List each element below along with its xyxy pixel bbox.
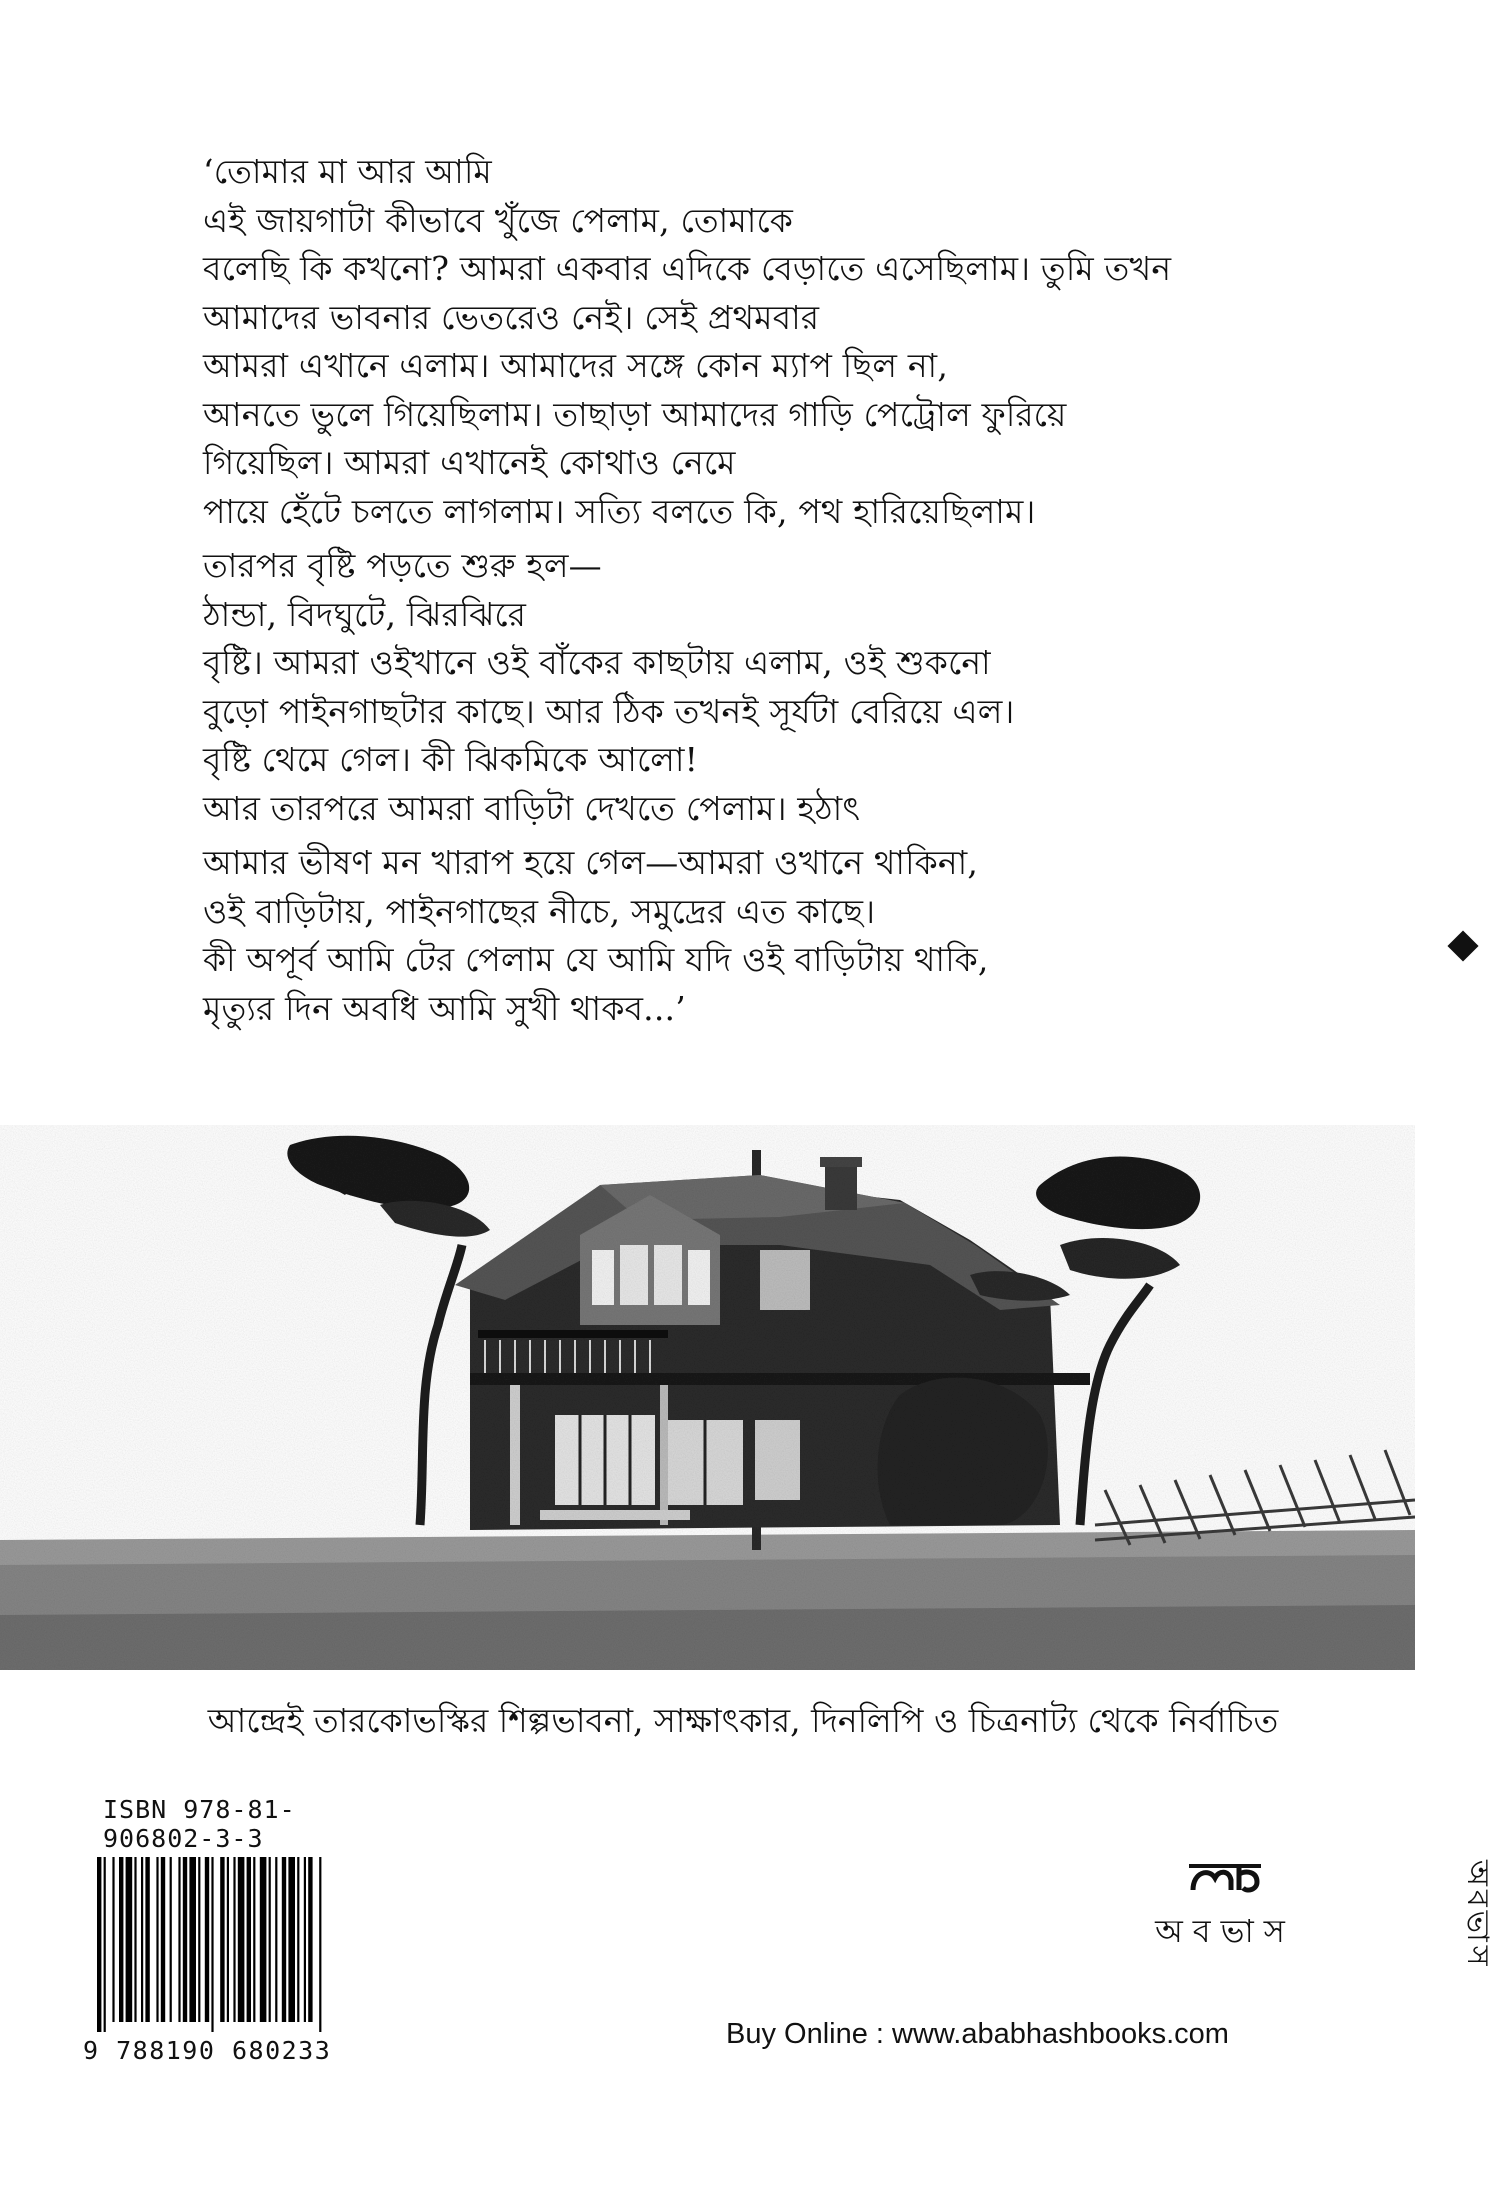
poem-stanza-2	[203, 542, 1203, 833]
poem-line: আনতে ভুলে গিয়েছিলাম। তাছাড়া আমাদের গাড়ি পেট্রোল ফুরিয়ে	[203, 394, 1067, 434]
poem-line: বৃষ্টি। আমরা ওইখানে ওই বাঁকের কাছটায় এলাম, ওই শুকনো	[203, 643, 991, 682]
poem-line: আর তারপরে আমরা বাড়িটা দেখতে পেলাম। হঠাৎ	[203, 788, 861, 828]
poem-line: ওই বাড়িটায়, পাইনগাছের নীচে, সমুদ্রের এত কাছে।	[203, 891, 876, 931]
poem-line: গিয়েছিল। আমরা এখানেই কোথাও নেমে	[203, 443, 736, 482]
poem-stanza-1	[203, 148, 1203, 536]
poem	[203, 148, 1203, 1039]
poem-line: বৃষ্টি থেমে গেল। কী ঝিকমিকে আলো!	[203, 740, 699, 779]
house-photo	[0, 1125, 1415, 1670]
poem-line: মৃত্যুর দিন অবধি আমি সুখী থাকব...’	[203, 988, 686, 1028]
poem-line: এই জায়গাটা কীভাবে খুঁজে পেলাম, তোমাকে	[203, 200, 794, 240]
poem-line: ‘তোমার মা আর আমি	[203, 152, 492, 191]
publisher-logo-icon	[1185, 1860, 1265, 1900]
poem-line: আমাদের ভাবনার ভেতরেও নেই। সেই প্রথমবার	[203, 297, 820, 337]
publisher-name: অবভাস	[1155, 1912, 1295, 1950]
poem-stanza-3	[203, 839, 1203, 1033]
diamond-ornament-icon	[1447, 930, 1478, 961]
poem-line: কী অপূর্ব আমি টের পেলাম যে আমি যদি ওই বাড়িটায় থাকি,	[203, 940, 989, 979]
poem-line: পায়ে হেঁটে চলতে লাগলাম। সত্যি বলতে কি, পথ হারিয়েছিলাম।	[203, 491, 1036, 531]
barcode-block	[83, 1795, 395, 2065]
barcode-digits: 9 788190 680233	[83, 2036, 332, 2065]
barcode-icon	[95, 1857, 395, 2032]
publisher-block	[1140, 1860, 1310, 1960]
poem-line: আমরা এখানে এলাম। আমাদের সঙ্গে কোন ম্যাপ ছিল না,	[203, 346, 949, 385]
poem-line: ঠান্ডা, বিদঘুটে, ঝিরঝিরে	[203, 594, 527, 634]
book-caption: আন্দ্রেই তারকোভস্কির শিল্পভাবনা, সাক্ষাৎকার, দিনলিপি ও চিত্রনাট্য থেকে নির্বাচিত	[207, 1701, 1279, 1740]
isbn-text: ISBN 978-81-906802-3-3	[103, 1795, 296, 1853]
poem-line: বলেছি কি কখনো? আমরা একবার এদিকে বেড়াতে এসেছিলাম। তুমি তখন	[203, 249, 1172, 288]
poem-line: তারপর বৃষ্টি পড়তে শুরু হল—	[203, 546, 602, 585]
buy-online-link[interactable]: Buy Online : www.ababhashbooks.com	[726, 2018, 1229, 2050]
spine-publisher-text: অবভাস	[1460, 1860, 1495, 1970]
poem-line: বুড়ো পাইনগাছটার কাছে। আর ঠিক তখনই সূর্যটা বেরিয়ে এল।	[203, 691, 1015, 731]
poem-line: আমার ভীষণ মন খারাপ হয়ে গেল—আমরা ওখানে থাকিনা,	[203, 843, 979, 882]
